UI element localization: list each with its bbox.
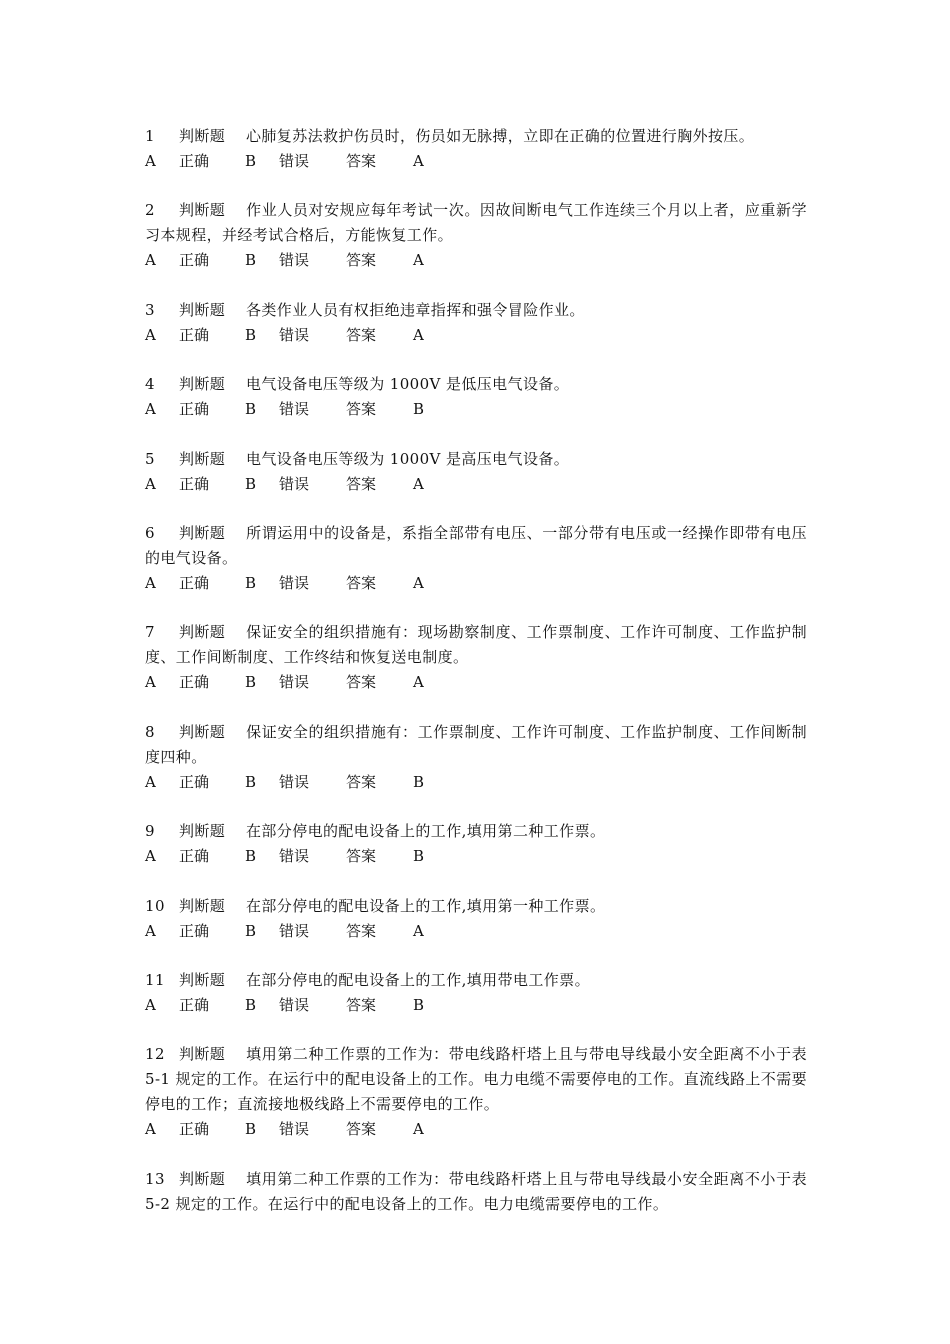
options-line xyxy=(145,770,807,795)
option-b-key: B xyxy=(245,573,257,592)
question-item xyxy=(145,1042,807,1142)
option-a-key: A xyxy=(145,847,156,866)
question-item xyxy=(145,620,807,695)
option-b-text: 错误 xyxy=(279,152,310,170)
question-text-line xyxy=(145,1167,807,1217)
option-a-key: A xyxy=(145,921,156,940)
answer-value: B xyxy=(413,847,425,866)
question-number: 3 xyxy=(145,300,155,319)
question-number: 12 xyxy=(145,1045,165,1064)
answer-label: 答案 xyxy=(346,152,377,170)
question-text: 作业人员对安规应每年考试一次。因故间断电气工作连续三个月以上者，应重新学习本规程，并经考试合格后，方能恢复工作。 xyxy=(145,201,807,245)
answer-label: 答案 xyxy=(346,921,377,940)
answer-label: 答案 xyxy=(346,325,377,344)
question-type: 判断题 xyxy=(179,623,226,642)
option-b-key: B xyxy=(245,325,257,344)
answer-label: 答案 xyxy=(346,847,377,866)
option-a-text: 正确 xyxy=(179,673,210,692)
question-item xyxy=(145,819,807,869)
question-item xyxy=(145,372,807,422)
answer-label: 答案 xyxy=(346,673,377,692)
question-text-line xyxy=(145,372,807,397)
question-type: 判断题 xyxy=(179,127,226,145)
option-a-key: A xyxy=(145,573,156,592)
option-b-text: 错误 xyxy=(279,847,310,866)
options-line xyxy=(145,149,807,174)
options-line xyxy=(145,397,807,422)
answer-label: 答案 xyxy=(346,573,377,592)
question-text-line xyxy=(145,298,807,323)
question-item xyxy=(145,1167,807,1217)
question-type: 判断题 xyxy=(179,722,226,741)
question-type: 判断题 xyxy=(179,201,226,220)
option-a-text: 正确 xyxy=(179,995,210,1014)
option-a-key: A xyxy=(145,673,156,692)
option-b-key: B xyxy=(245,772,257,791)
question-text-line xyxy=(145,198,807,248)
option-b-text: 错误 xyxy=(279,400,310,419)
answer-value: A xyxy=(413,921,424,940)
options-line xyxy=(145,670,807,695)
question-item xyxy=(145,894,807,944)
option-a-text: 正确 xyxy=(179,772,210,791)
question-number: 2 xyxy=(145,201,155,220)
option-a-key: A xyxy=(145,474,156,493)
option-b-text: 错误 xyxy=(279,573,310,592)
answer-label: 答案 xyxy=(346,1120,377,1139)
question-text: 所谓运用中的设备是，系指全部带有电压、一部分带有电压或一经操作即带有电压的电气设备。 xyxy=(145,523,807,567)
question-text: 在部分停电的配电设备上的工作,填用第二种工作票。 xyxy=(246,822,606,841)
options-line xyxy=(145,472,807,497)
option-a-text: 正确 xyxy=(179,152,210,170)
answer-value: B xyxy=(413,995,425,1014)
question-text: 电气设备电压等级为 1000V 是高压电气设备。 xyxy=(246,449,570,468)
option-b-text: 错误 xyxy=(279,325,310,344)
option-b-key: B xyxy=(245,1120,257,1139)
question-type: 判断题 xyxy=(179,449,226,468)
option-a-text: 正确 xyxy=(179,251,210,270)
option-a-text: 正确 xyxy=(179,847,210,866)
question-type: 判断题 xyxy=(179,523,226,542)
option-b-text: 错误 xyxy=(279,1120,310,1139)
answer-label: 答案 xyxy=(346,474,377,493)
option-b-key: B xyxy=(245,847,257,866)
question-text: 保证安全的组织措施有：工作票制度、工作许可制度、工作监护制度、工作间断制度四种。 xyxy=(145,722,807,766)
option-a-key: A xyxy=(145,400,156,419)
question-text: 各类作业人员有权拒绝违章指挥和强令冒险作业。 xyxy=(246,300,585,319)
question-number: 11 xyxy=(145,970,165,989)
option-b-text: 错误 xyxy=(279,474,310,493)
answer-value: B xyxy=(413,400,425,419)
question-number: 9 xyxy=(145,822,155,841)
option-a-text: 正确 xyxy=(179,1120,210,1139)
question-number: 7 xyxy=(145,623,155,642)
option-a-text: 正确 xyxy=(179,325,210,344)
option-a-text: 正确 xyxy=(179,921,210,940)
options-line xyxy=(145,993,807,1018)
options-line xyxy=(145,248,807,273)
question-item xyxy=(145,447,807,497)
question-item xyxy=(145,720,807,795)
answer-label: 答案 xyxy=(346,251,377,270)
answer-value: A xyxy=(413,152,424,170)
question-text: 填用第二种工作票的工作为：带电线路杆塔上且与带电导线最小安全距离不小于表 5-1 规定的工作。在运行中的配电设备上的工作。电力电缆不需要停电的工作。直流线路上不需要停电的工作；直流接地极线路上不需要停电的工作。 xyxy=(145,1045,807,1114)
question-text-line xyxy=(145,124,807,149)
option-a-text: 正确 xyxy=(179,400,210,419)
option-a-text: 正确 xyxy=(179,573,210,592)
question-item xyxy=(145,298,807,348)
option-a-text: 正确 xyxy=(179,474,210,493)
answer-value: A xyxy=(413,573,424,592)
answer-value: A xyxy=(413,251,424,270)
option-a-key: A xyxy=(145,152,156,170)
question-type: 判断题 xyxy=(179,822,226,841)
question-type: 判断题 xyxy=(179,896,226,915)
answer-label: 答案 xyxy=(346,995,377,1014)
question-type: 判断题 xyxy=(179,300,226,319)
question-text-line xyxy=(145,968,807,993)
question-number: 8 xyxy=(145,722,155,741)
question-text: 在部分停电的配电设备上的工作,填用带电工作票。 xyxy=(246,970,590,989)
document-page xyxy=(145,124,807,1241)
question-number: 1 xyxy=(145,127,155,145)
answer-value: B xyxy=(413,772,425,791)
question-number: 10 xyxy=(145,896,165,915)
answer-value: A xyxy=(413,673,424,692)
option-a-key: A xyxy=(145,772,156,791)
question-text-line xyxy=(145,894,807,919)
option-b-key: B xyxy=(245,921,257,940)
question-item xyxy=(145,198,807,273)
option-b-key: B xyxy=(245,152,257,170)
question-type: 判断题 xyxy=(179,375,226,394)
question-number: 4 xyxy=(145,375,155,394)
question-text-line xyxy=(145,1042,807,1117)
question-text-line xyxy=(145,720,807,770)
question-text-line xyxy=(145,447,807,472)
option-b-text: 错误 xyxy=(279,921,310,940)
question-item xyxy=(145,968,807,1018)
options-line xyxy=(145,1117,807,1142)
options-line xyxy=(145,919,807,944)
answer-label: 答案 xyxy=(346,400,377,419)
question-number: 13 xyxy=(145,1169,165,1188)
option-b-text: 错误 xyxy=(279,995,310,1014)
question-text: 填用第二种工作票的工作为：带电线路杆塔上且与带电导线最小安全距离不小于表 5-2 规定的工作。在运行中的配电设备上的工作。电力电缆需要停电的工作。 xyxy=(145,1169,807,1213)
question-text: 在部分停电的配电设备上的工作,填用第一种工作票。 xyxy=(246,896,606,915)
question-type: 判断题 xyxy=(179,1045,226,1064)
question-text-line xyxy=(145,521,807,571)
option-b-key: B xyxy=(245,673,257,692)
option-b-text: 错误 xyxy=(279,673,310,692)
option-a-key: A xyxy=(145,251,156,270)
answer-value: A xyxy=(413,325,424,344)
answer-value: A xyxy=(413,1120,424,1139)
question-text: 心肺复苏法救护伤员时，伤员如无脉搏，立即在正确的位置进行胸外按压。 xyxy=(246,127,755,145)
question-text-line xyxy=(145,819,807,844)
question-text: 电气设备电压等级为 1000V 是低压电气设备。 xyxy=(246,375,570,394)
option-a-key: A xyxy=(145,325,156,344)
option-a-key: A xyxy=(145,1120,156,1139)
option-b-text: 错误 xyxy=(279,772,310,791)
question-number: 5 xyxy=(145,449,155,468)
question-text: 保证安全的组织措施有：现场勘察制度、工作票制度、工作许可制度、工作监护制度、工作间断制度、工作终结和恢复送电制度。 xyxy=(145,623,807,667)
options-line xyxy=(145,571,807,596)
option-b-text: 错误 xyxy=(279,251,310,270)
options-line xyxy=(145,844,807,869)
question-item xyxy=(145,124,807,174)
question-type: 判断题 xyxy=(179,1169,226,1188)
question-text-line xyxy=(145,620,807,670)
option-b-key: B xyxy=(245,400,257,419)
option-b-key: B xyxy=(245,995,257,1014)
answer-value: A xyxy=(413,474,424,493)
option-b-key: B xyxy=(245,474,257,493)
option-a-key: A xyxy=(145,995,156,1014)
question-number: 6 xyxy=(145,523,155,542)
answer-label: 答案 xyxy=(346,772,377,791)
option-b-key: B xyxy=(245,251,257,270)
options-line xyxy=(145,323,807,348)
question-type: 判断题 xyxy=(179,970,226,989)
question-item xyxy=(145,521,807,596)
